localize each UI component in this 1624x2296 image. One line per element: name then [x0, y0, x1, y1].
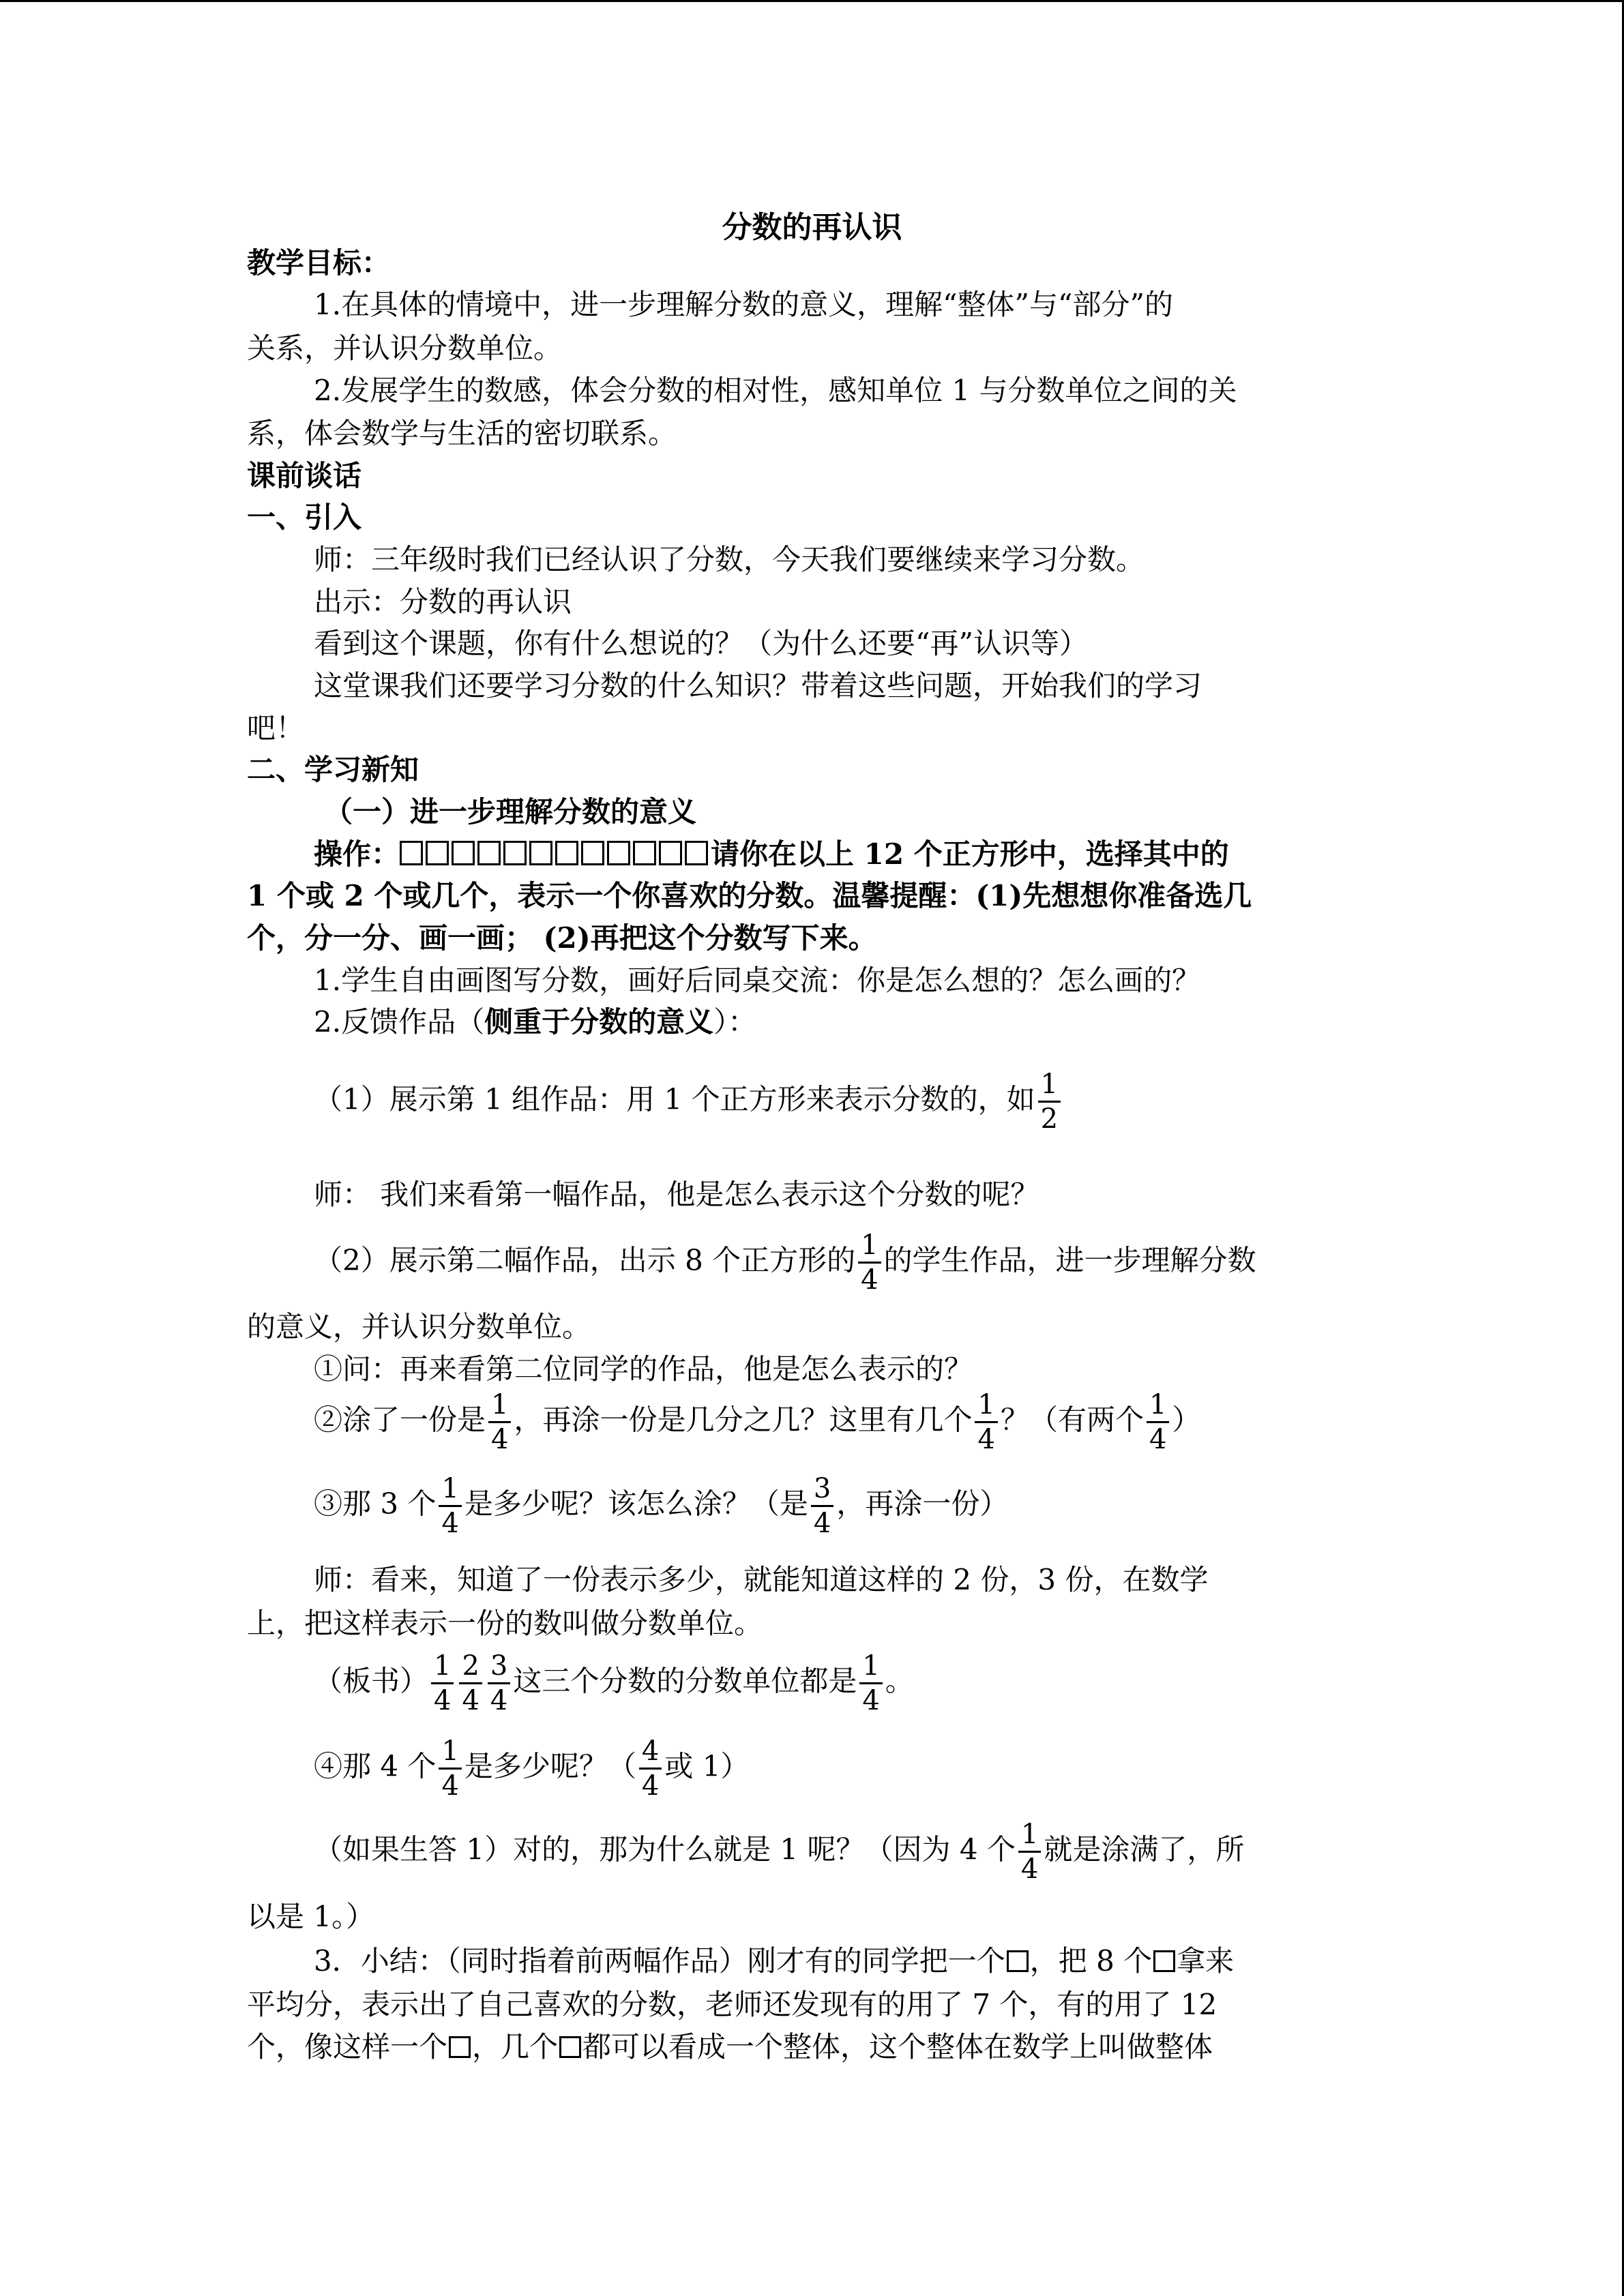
square-box: [607, 841, 630, 865]
fraction-numerator: 1: [434, 1650, 452, 1682]
new-heading: 二、学习新知: [247, 753, 419, 786]
operation-label: 操作：: [314, 837, 400, 871]
question-3-a: ③那 3 个: [314, 1487, 437, 1521]
teacher-2-line-2: 上，把这样表示一份的数叫做分数单位。: [247, 1607, 763, 1640]
fraction-denominator: 4: [439, 1505, 461, 1537]
square-box: [400, 841, 423, 865]
fraction-one-half: [1038, 1071, 1061, 1133]
question-2-b: ，再涂一份是几分之几？这里有几个: [514, 1403, 973, 1437]
fraction-one-quarter: [488, 1391, 511, 1453]
page-title: 分数的再认识: [722, 210, 902, 245]
square-symbol: [559, 2036, 581, 2058]
page-top-border: [0, 0, 1624, 2]
talk-heading: 课前谈话: [247, 459, 362, 492]
fraction-one-quarter: [975, 1391, 997, 1453]
question-1: ①问：再来看第二位同学的作品，他是怎么表示的？: [314, 1352, 973, 1386]
operation-text-1: 请你在以上 12 个正方形中，选择其中的: [711, 837, 1229, 871]
subsection-1-heading: （一）进一步理解分数的意义: [324, 795, 697, 829]
fraction-denominator: 4: [488, 1682, 510, 1714]
intro-line-4: 这堂课我们还要学习分数的什么知识？带着这些问题，开始我们的学习: [314, 669, 1202, 702]
goal-2-line-2: 系，体会数学与生活的密切联系。: [247, 417, 677, 450]
fraction-denominator: 4: [811, 1505, 833, 1537]
goal-1-line-1: 1.在具体的情境中，进一步理解分数的意义，理解“整体”与“部分”的: [314, 288, 1173, 321]
question-4: [314, 1735, 750, 1802]
square-box: [555, 841, 578, 865]
fraction-four-quarters: [639, 1735, 662, 1802]
intro-line-2: 出示：分数的再认识: [314, 585, 572, 618]
question-3: [314, 1475, 1008, 1537]
square-boxes: [400, 841, 711, 870]
fraction-numerator: 1: [441, 1735, 459, 1767]
square-box: [633, 841, 656, 865]
fraction-numerator: 3: [813, 1473, 831, 1504]
step-1: 1.学生自由画图写分数，画好后同桌交流：你是怎么想的？怎么画的？: [314, 964, 1201, 997]
fraction-numerator: 4: [641, 1735, 660, 1767]
square-box: [503, 841, 527, 865]
intro-heading: 一、引入: [247, 501, 362, 534]
show-1-text: （1）展示第 1 组作品：用 1 个正方形来表示分数的，如: [314, 1082, 1035, 1116]
step-2-a: 2.反馈作品（: [314, 1005, 485, 1039]
goal-2-line-1: 2.发展学生的数感，体会分数的相对性，感知单位 1 与分数单位之间的关: [314, 374, 1237, 407]
show-2-text-a: （2）展示第二幅作品，出示 8 个正方形的: [314, 1243, 856, 1277]
square-box: [581, 841, 604, 865]
question-4-c: 或 1）: [664, 1749, 750, 1783]
question-2-d: ）: [1172, 1403, 1201, 1437]
fraction-denominator: 4: [488, 1421, 511, 1453]
summary-f: ，几个: [472, 2030, 559, 2063]
fraction-one-quarter: [439, 1475, 461, 1537]
operation-line-2: 1 个或 2 个或几个，表示一个你喜欢的分数。温馨提醒：(1)先想想你准备选几: [247, 879, 1252, 912]
square-box: [477, 841, 501, 865]
fraction-denominator: 4: [439, 1768, 461, 1800]
operation-line-3: 个，分一分、画一画； (2)再把这个分数写下来。: [247, 921, 877, 955]
board-b: 这三个分数的分数单位都是: [513, 1664, 857, 1698]
square-symbol: [449, 2036, 471, 2058]
board-a: （板书）: [314, 1664, 429, 1698]
step-2-emphasis: 侧重于分数的意义: [484, 1005, 714, 1039]
intro-line-3: 看到这个课题，你有什么想说的？（为什么还要“再”认识等）: [314, 627, 1088, 660]
step-2: [314, 1005, 757, 1039]
summary-e: 个，像这样一个: [247, 2030, 448, 2063]
board-writing: [314, 1652, 914, 1714]
goal-1-line-2: 关系，并认识分数单位。: [247, 331, 563, 365]
fraction-numerator: 1: [977, 1389, 995, 1420]
fraction-numerator: 1: [1040, 1069, 1059, 1100]
fraction-denominator: 4: [1147, 1421, 1169, 1453]
step-2-c: ）：: [713, 1005, 757, 1039]
fraction-denominator: 4: [858, 1262, 881, 1294]
fraction-one-quarter: [858, 1229, 881, 1296]
summary-b: ，把 8 个: [1029, 1944, 1153, 1978]
show-1: [314, 1071, 1063, 1133]
if-answer-line-2: 以是 1。）: [247, 1900, 375, 1933]
fraction-numerator: 1: [1149, 1389, 1167, 1420]
question-2: [314, 1391, 1200, 1453]
teacher-1: 师： 我们来看第一幅作品，他是怎么表示这个分数的呢？: [314, 1178, 1039, 1211]
fraction-numerator: 1: [861, 1229, 879, 1261]
square-box: [426, 841, 449, 865]
square-symbol: [1153, 1950, 1175, 1972]
question-3-b: 是多少呢？该怎么涂？（是: [464, 1487, 808, 1521]
fraction-one-quarter: [439, 1735, 461, 1802]
fraction-one-quarter: [431, 1652, 454, 1714]
fraction-numerator: 1: [441, 1473, 459, 1504]
square-box: [659, 841, 682, 865]
fraction-denominator: 4: [639, 1768, 662, 1800]
fraction-one-quarter: [859, 1652, 882, 1714]
fraction-numerator: 1: [1020, 1819, 1039, 1850]
question-2-c: ？（有两个: [1000, 1403, 1144, 1437]
fraction-three-quarters: [488, 1652, 510, 1714]
teacher-2-line-1: 师：看来，知道了一份表示多少，就能知道这样的 2 份，3 份，在数学: [314, 1563, 1209, 1596]
fraction-one-quarter: [1147, 1391, 1169, 1453]
fraction-denominator: 4: [859, 1682, 882, 1714]
square-box: [529, 841, 552, 865]
fraction-two-quarters: [459, 1652, 482, 1714]
question-4-a: ④那 4 个: [314, 1749, 437, 1783]
if-answer-line-1: [314, 1821, 1244, 1883]
show-2: [314, 1229, 1256, 1296]
question-4-b: 是多少呢？（: [464, 1749, 636, 1783]
fraction-one-quarter: [1018, 1821, 1041, 1883]
fraction-denominator: 4: [459, 1682, 482, 1714]
show-2-text-b: 的学生作品，进一步理解分数: [883, 1243, 1256, 1277]
if-answer-b: 就是涂满了，所: [1044, 1832, 1245, 1866]
fraction-denominator: 4: [975, 1421, 997, 1453]
summary-c: 拿来: [1177, 1944, 1235, 1978]
if-answer-a: （如果生答 1）对的，那为什么就是 1 呢？（因为 4 个: [314, 1832, 1016, 1866]
fraction-denominator: 2: [1038, 1101, 1061, 1133]
goals-heading: 教学目标：: [247, 246, 391, 280]
summary-a: 3．小结：（同时指着前两幅作品）刚才有的同学把一个: [314, 1944, 1005, 1978]
fraction-three-quarters: [811, 1475, 833, 1537]
show-2-line-2: 的意义，并认识分数单位。: [247, 1310, 591, 1343]
question-3-c: ，再涂一份）: [836, 1487, 1009, 1521]
summary-line-2: 平均分，表示出了自己喜欢的分数，老师还发现有的用了 7 个，有的用了 12: [247, 1988, 1217, 2021]
square-symbol: [1007, 1950, 1029, 1972]
square-box: [685, 841, 708, 865]
fraction-denominator: 4: [431, 1682, 454, 1714]
fraction-numerator: 2: [462, 1650, 479, 1682]
summary-line-3: [247, 2030, 1213, 2063]
fraction-numerator: 1: [491, 1389, 509, 1420]
fraction-numerator: 3: [490, 1650, 508, 1682]
square-box: [452, 841, 475, 865]
summary-g: 都可以看成一个整体，这个整体在数学上叫做整体: [582, 2030, 1213, 2063]
fraction-numerator: 1: [862, 1650, 880, 1682]
intro-line-1: 师：三年级时我们已经认识了分数，今天我们要继续来学习分数。: [314, 543, 1145, 576]
operation-line-1: [314, 837, 1229, 871]
fraction-denominator: 4: [1018, 1851, 1041, 1883]
question-2-a: ②涂了一份是: [314, 1403, 486, 1437]
board-c: 。: [885, 1664, 914, 1698]
intro-line-5: 吧！: [247, 711, 305, 745]
summary-line-1: [314, 1944, 1235, 1978]
